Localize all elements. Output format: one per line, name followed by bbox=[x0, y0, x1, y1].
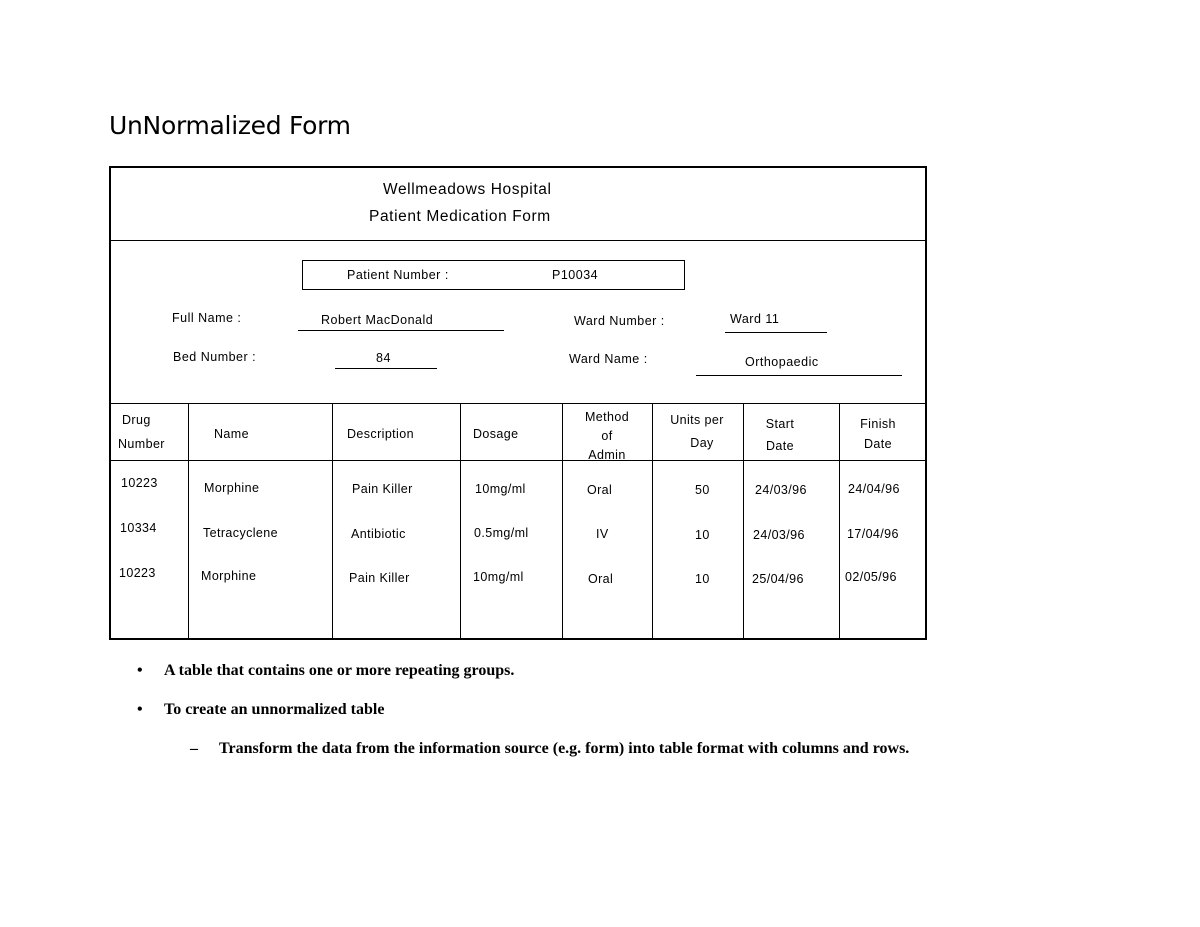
cell-description: Antibiotic bbox=[351, 527, 406, 541]
patient-number-label: Patient Number : bbox=[347, 268, 449, 282]
ward-name-label: Ward Name : bbox=[569, 352, 648, 366]
cell-units: 50 bbox=[695, 483, 710, 497]
col-divider bbox=[562, 404, 563, 640]
cell-drug-number: 10223 bbox=[119, 566, 156, 580]
col-divider bbox=[839, 404, 840, 640]
cell-method: Oral bbox=[587, 483, 613, 497]
bed-number-label: Bed Number : bbox=[173, 350, 257, 364]
ward-number-value: Ward 11 bbox=[730, 312, 780, 326]
table-top-border bbox=[111, 403, 925, 404]
cell-start-date: 25/04/96 bbox=[752, 572, 804, 586]
full-name-value: Robert MacDonald bbox=[321, 313, 434, 327]
bullet-marker: • bbox=[137, 662, 143, 679]
bed-number-value: 84 bbox=[376, 351, 391, 365]
cell-finish-date: 02/05/96 bbox=[845, 570, 897, 584]
cell-description: Pain Killer bbox=[349, 571, 410, 585]
table-header-divider bbox=[111, 460, 925, 461]
bullet-text: To create an unnormalized table bbox=[164, 701, 385, 718]
col-header-drug-number: Drug Number bbox=[118, 413, 165, 451]
col-divider bbox=[460, 404, 461, 640]
cell-units: 10 bbox=[695, 572, 710, 586]
ward-name-value: Orthopaedic bbox=[745, 355, 819, 369]
cell-name: Morphine bbox=[204, 481, 260, 495]
cell-drug-number: 10223 bbox=[121, 476, 158, 490]
patient-medication-form bbox=[109, 166, 927, 640]
col-header-description: Description bbox=[347, 427, 414, 441]
hospital-name: Wellmeadows Hospital bbox=[383, 181, 552, 198]
cell-finish-date: 24/04/96 bbox=[848, 482, 900, 496]
bullet-marker: • bbox=[137, 701, 143, 718]
col-header-units-per-day: Units per Day bbox=[670, 413, 724, 450]
cell-description: Pain Killer bbox=[352, 482, 413, 496]
full-name-label: Full Name : bbox=[172, 311, 242, 325]
col-header-method-of-admin: Method of Admin bbox=[584, 410, 630, 462]
cell-finish-date: 17/04/96 bbox=[847, 527, 899, 541]
col-divider bbox=[332, 404, 333, 640]
cell-start-date: 24/03/96 bbox=[755, 483, 807, 497]
header-divider bbox=[111, 240, 925, 241]
col-divider bbox=[652, 404, 653, 640]
cell-dosage: 10mg/ml bbox=[473, 570, 524, 584]
col-header-start-date: Start Date bbox=[765, 417, 795, 453]
cell-name: Morphine bbox=[201, 569, 257, 583]
cell-dosage: 0.5mg/ml bbox=[474, 526, 529, 540]
col-header-finish-date: Finish Date bbox=[860, 417, 896, 451]
col-header-dosage: Dosage bbox=[473, 427, 519, 441]
cell-start-date: 24/03/96 bbox=[753, 528, 805, 542]
ward-number-underline bbox=[725, 332, 827, 333]
cell-name: Tetracyclene bbox=[203, 526, 278, 540]
cell-method: Oral bbox=[588, 572, 614, 586]
sub-bullet-text: Transform the data from the information source (e.g. form) into table format with columns and rows. bbox=[219, 740, 910, 757]
cell-dosage: 10mg/ml bbox=[475, 482, 526, 496]
ward-name-underline bbox=[696, 375, 902, 376]
full-name-underline bbox=[298, 330, 504, 331]
bed-number-underline bbox=[335, 368, 437, 369]
cell-units: 10 bbox=[695, 528, 710, 542]
col-header-name: Name bbox=[214, 427, 249, 441]
patient-number-value: P10034 bbox=[552, 268, 599, 282]
cell-drug-number: 10334 bbox=[120, 521, 157, 535]
page-title: UnNormalized Form bbox=[109, 111, 351, 140]
col-divider bbox=[743, 404, 744, 640]
form-name: Patient Medication Form bbox=[369, 208, 551, 225]
sub-bullet-marker: – bbox=[190, 740, 198, 757]
ward-number-label: Ward Number : bbox=[574, 314, 665, 328]
bullet-text: A table that contains one or more repeating groups. bbox=[164, 662, 515, 679]
col-divider bbox=[188, 404, 189, 640]
cell-method: IV bbox=[596, 527, 609, 541]
